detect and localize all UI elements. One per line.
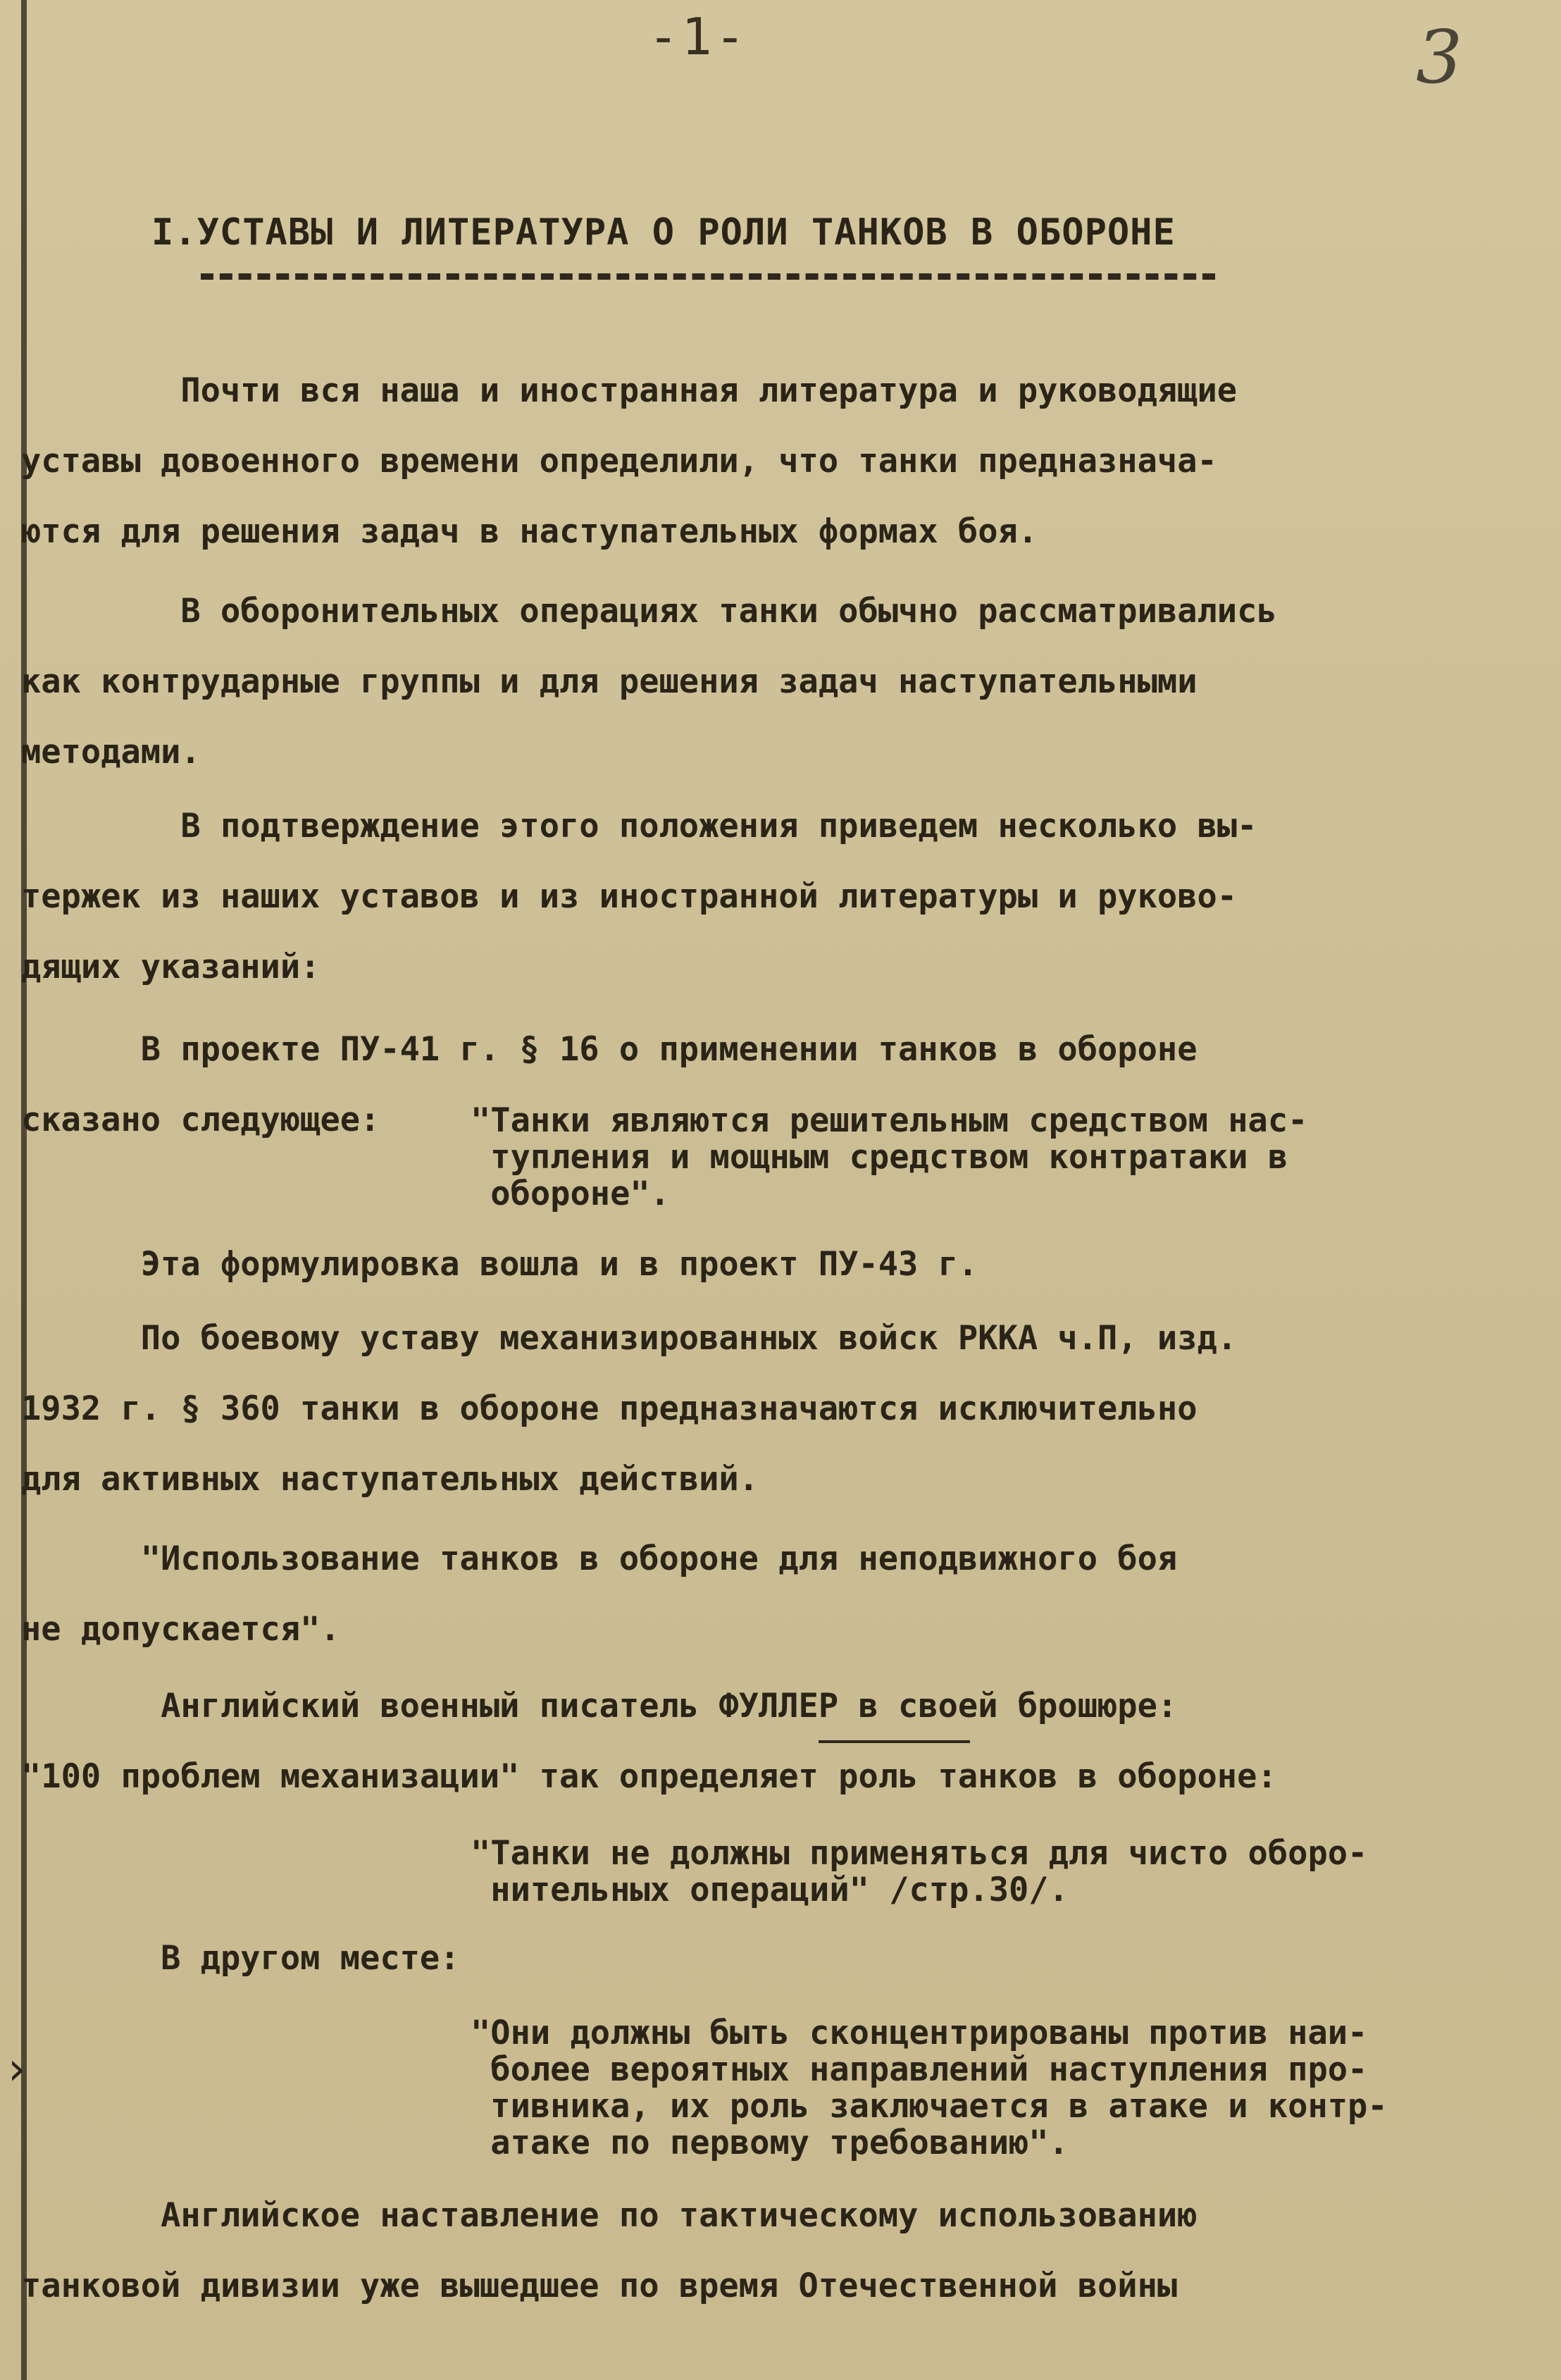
paragraph-8: Английский военный писатель ФУЛЛЕР в своей брошюре: "100 проблем механизации" так определяет роль танков в обороне: (21, 1687, 1277, 1796)
paragraph-1: Почти вся наша и иностранная литература и руководящие уставы довоенного времени определили, что танки предназнача- ются для решения задач в наступательных формах боя. (21, 371, 1238, 551)
margin-mark: › (3, 2043, 30, 2095)
quote-fuller-2: "Они должны быть сконцентрированы против наи- более вероятных направлений наступления про- тивника, их роль заключается в атаке и контр- атаке по первому требованию". (471, 2014, 1388, 2162)
paragraph-9: В другом месте: (21, 1939, 460, 1978)
paragraph-3: В подтверждение этого положения приведем несколько вы- тержек из наших уставов и из иностранной литературы и руково- дящих указаний: (21, 807, 1257, 986)
quote-pu41: "Танки являются решительным средством нас- тупления и мощным средством контратаки в обороне". (471, 1101, 1308, 1213)
quote-fuller-1: "Танки не должны применяться для чисто оборо- нительных операций" /стр.30/. (471, 1834, 1368, 1909)
paragraph-7: "Использование танков в обороне для неподвижного боя не допускается". (21, 1539, 1178, 1649)
paragraph-4: В проекте ПУ-41 г. § 16 о применении танков в обороне сказано следующее: (21, 1030, 1198, 1139)
section-heading: I.УСТАВЫ И ЛИТЕРАТУРА О РОЛИ ТАНКОВ В ОБОРОНЕ (151, 211, 1176, 254)
paragraph-10: Английское наставление по тактическому использованию танковой дивизии уже вышедшее по время Отечественной войны (21, 2196, 1198, 2305)
archive-number: 3 (1416, 14, 1463, 100)
paragraph-5: Эта формулировка вошла и в проект ПУ-43 г. (21, 1245, 978, 1284)
paragraph-6: По боевому уставу механизированных войск РККА ч.П, изд. 1932 г. § 360 танки в обороне предназначаются исключительно для активных наступательных действий. (21, 1319, 1238, 1499)
heading-underline (201, 273, 1215, 280)
author-underline (819, 1740, 970, 1743)
paragraph-2: В оборонительных операциях танки обычно рассматривались как контрударные группы и для решения задач наступательными методами. (21, 592, 1277, 771)
page-number: -1- (648, 7, 749, 66)
